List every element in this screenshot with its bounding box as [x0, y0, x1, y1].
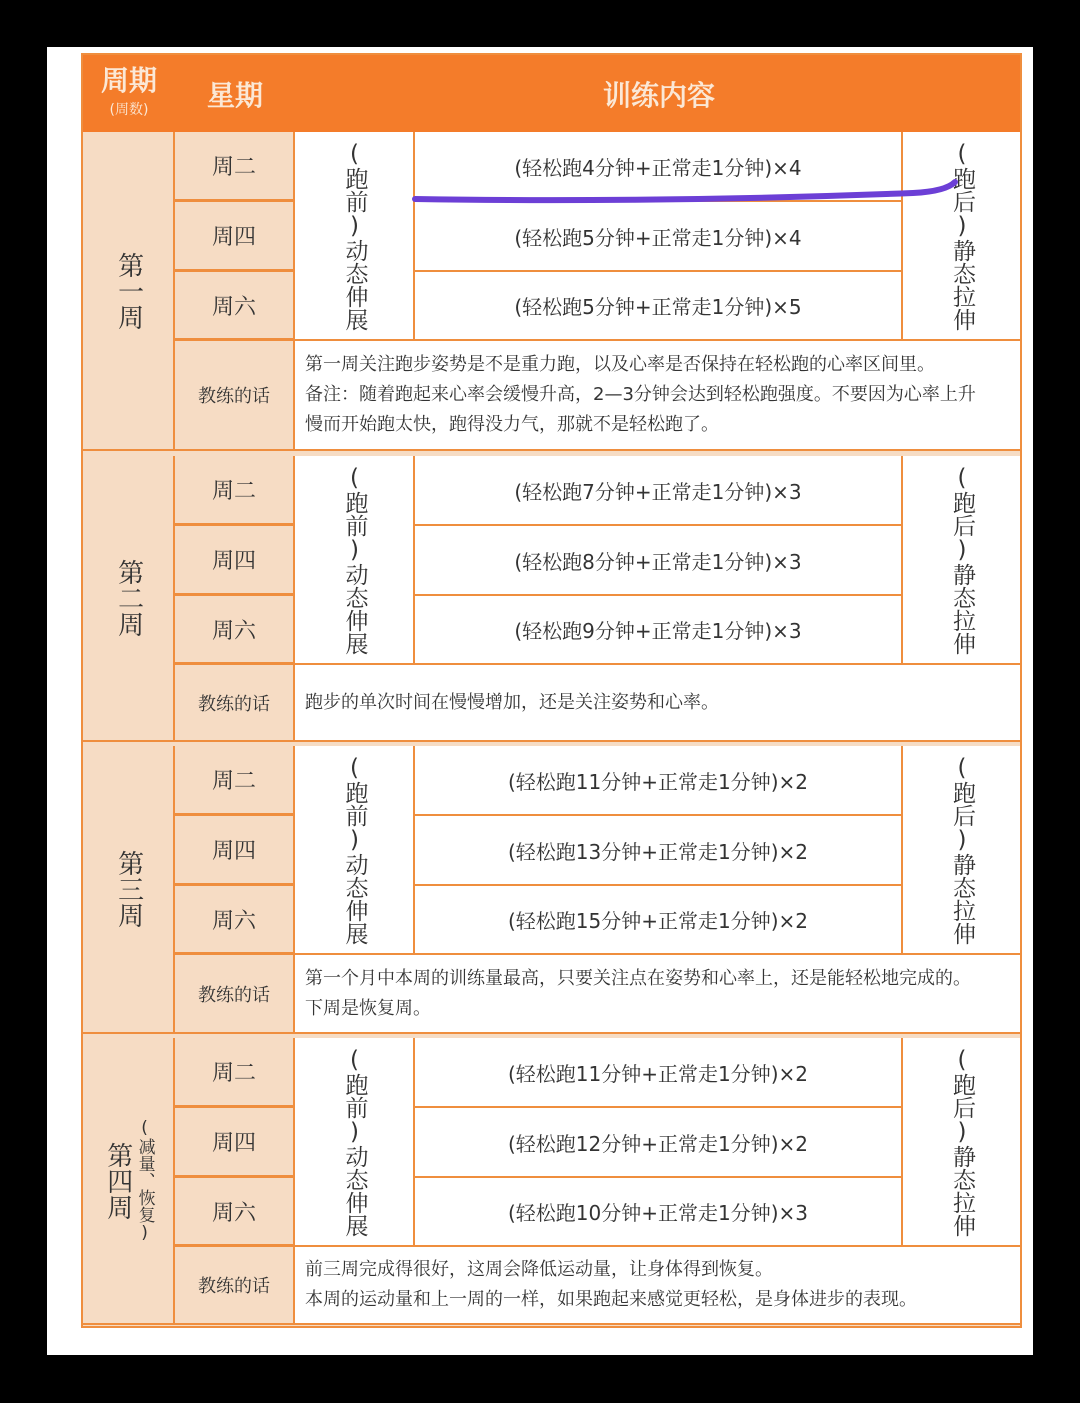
post-run-stretch-label: (跑后)静态拉伸 — [949, 1046, 975, 1237]
pre-run-stretch-cell — [295, 456, 415, 665]
coach-note-text — [295, 1247, 1020, 1325]
coach-note-line: 第一个月中本周的训练量最高，只要关注点在姿势和心率上，还是能轻松地完成的。 — [305, 967, 971, 989]
coach-note-text — [295, 665, 1020, 742]
header-day: 星期 — [206, 78, 263, 112]
pre-run-stretch-label: (跑前)动态伸展 — [341, 464, 368, 655]
coach-note-label: 教练的话 — [175, 1247, 295, 1325]
day-cell: 周六 — [175, 272, 295, 341]
day-cell: 周二 — [175, 746, 295, 816]
coach-note-line: 本周的运动量和上一周的一样，如果跑起来感觉更轻松，是身体进步的表现。 — [305, 1289, 917, 1310]
day-cell: 周四 — [175, 816, 295, 886]
week-sub: (减量、恢复) — [134, 1118, 155, 1243]
training-content: (轻松跑11分钟+正常走1分钟)×2 — [415, 746, 903, 816]
coach-note-label: 教练的话 — [175, 665, 295, 742]
coach-note-line: 第一周关注跑步姿势是不是重力跑，以及心率是否保持在轻松跑的心率区间里。 — [305, 354, 935, 375]
page — [47, 47, 1033, 1355]
coach-note-line: 慢而开始跑太快，跑得没力气，那就不是轻松跑了。 — [305, 414, 719, 435]
post-run-stretch-label: (跑后)静态拉伸 — [949, 754, 975, 945]
post-run-stretch-cell — [903, 746, 1020, 955]
training-content: (轻松跑9分钟+正常走1分钟)×3 — [415, 596, 903, 665]
week-label-cell — [83, 746, 175, 1034]
week-name: 第二周 — [113, 559, 144, 637]
day-cell: 周六 — [175, 886, 295, 955]
day-cell: 周四 — [175, 1108, 295, 1178]
day-cell: 周二 — [175, 1038, 295, 1108]
post-run-stretch-cell — [903, 1038, 1020, 1247]
training-content: (轻松跑15分钟+正常走1分钟)×2 — [415, 886, 903, 955]
pre-run-stretch-cell — [295, 746, 415, 955]
coach-note-label: 教练的话 — [175, 955, 295, 1034]
training-content: (轻松跑10分钟+正常走1分钟)×3 — [415, 1178, 903, 1247]
coach-note-line: 跑步的单次时间在慢慢增加，还是关注姿势和心率。 — [305, 691, 719, 713]
header-content: 训练内容 — [602, 78, 715, 112]
header-period: 周期 — [100, 64, 157, 97]
training-content: (轻松跑4分钟+正常走1分钟)×4 — [415, 132, 903, 202]
pre-run-stretch-cell — [295, 1038, 415, 1247]
day-cell: 周六 — [175, 596, 295, 665]
day-cell: 周四 — [175, 202, 295, 272]
week-name: 第三周 — [113, 850, 144, 928]
day-cell: 周二 — [175, 456, 295, 526]
training-table — [81, 53, 1022, 1328]
header-period-sub: (周数) — [109, 102, 149, 118]
training-content: (轻松跑13分钟+正常走1分钟)×2 — [415, 816, 903, 886]
week-label-cell — [83, 456, 175, 742]
training-content: (轻松跑11分钟+正常走1分钟)×2 — [415, 1038, 903, 1108]
post-run-stretch-cell — [903, 456, 1020, 665]
pre-run-stretch-cell — [295, 132, 415, 341]
week-label-cell — [83, 132, 175, 451]
highlight-underline — [413, 155, 953, 215]
training-content: (轻松跑12分钟+正常走1分钟)×2 — [415, 1108, 903, 1178]
training-content: (轻松跑5分钟+正常走1分钟)×5 — [415, 272, 903, 341]
week-name: 第一周 — [113, 251, 144, 330]
day-cell: 周二 — [175, 132, 295, 202]
coach-note-line: 备注：随着跑起来心率会缓慢升高，2—3分钟会达到轻松跑强度。不要因为心率上升 — [305, 384, 976, 405]
coach-note-label: 教练的话 — [175, 341, 295, 451]
coach-note-line: 下周是恢复周。 — [305, 997, 431, 1019]
post-run-stretch-label: (跑后)静态拉伸 — [949, 464, 975, 655]
week-label-cell — [83, 1038, 175, 1325]
training-content: (轻松跑7分钟+正常走1分钟)×3 — [415, 456, 903, 526]
coach-note-line: 前三周完成得很好，这周会降低运动量，让身体得到恢复。 — [305, 1259, 773, 1280]
day-cell: 周六 — [175, 1178, 295, 1247]
week-name: 第四周 — [102, 1141, 133, 1220]
coach-note-text — [295, 955, 1020, 1034]
training-content: (轻松跑8分钟+正常走1分钟)×3 — [415, 526, 903, 596]
pre-run-stretch-label: (跑前)动态伸展 — [341, 754, 368, 945]
pre-run-stretch-label: (跑前)动态伸展 — [341, 1046, 368, 1237]
coach-note-text — [295, 341, 1020, 451]
pre-run-stretch-label: (跑前)动态伸展 — [341, 140, 368, 331]
day-cell: 周四 — [175, 526, 295, 596]
post-run-stretch-label: (跑后)静态拉伸 — [949, 140, 975, 331]
training-content: (轻松跑5分钟+正常走1分钟)×4 — [415, 202, 903, 272]
